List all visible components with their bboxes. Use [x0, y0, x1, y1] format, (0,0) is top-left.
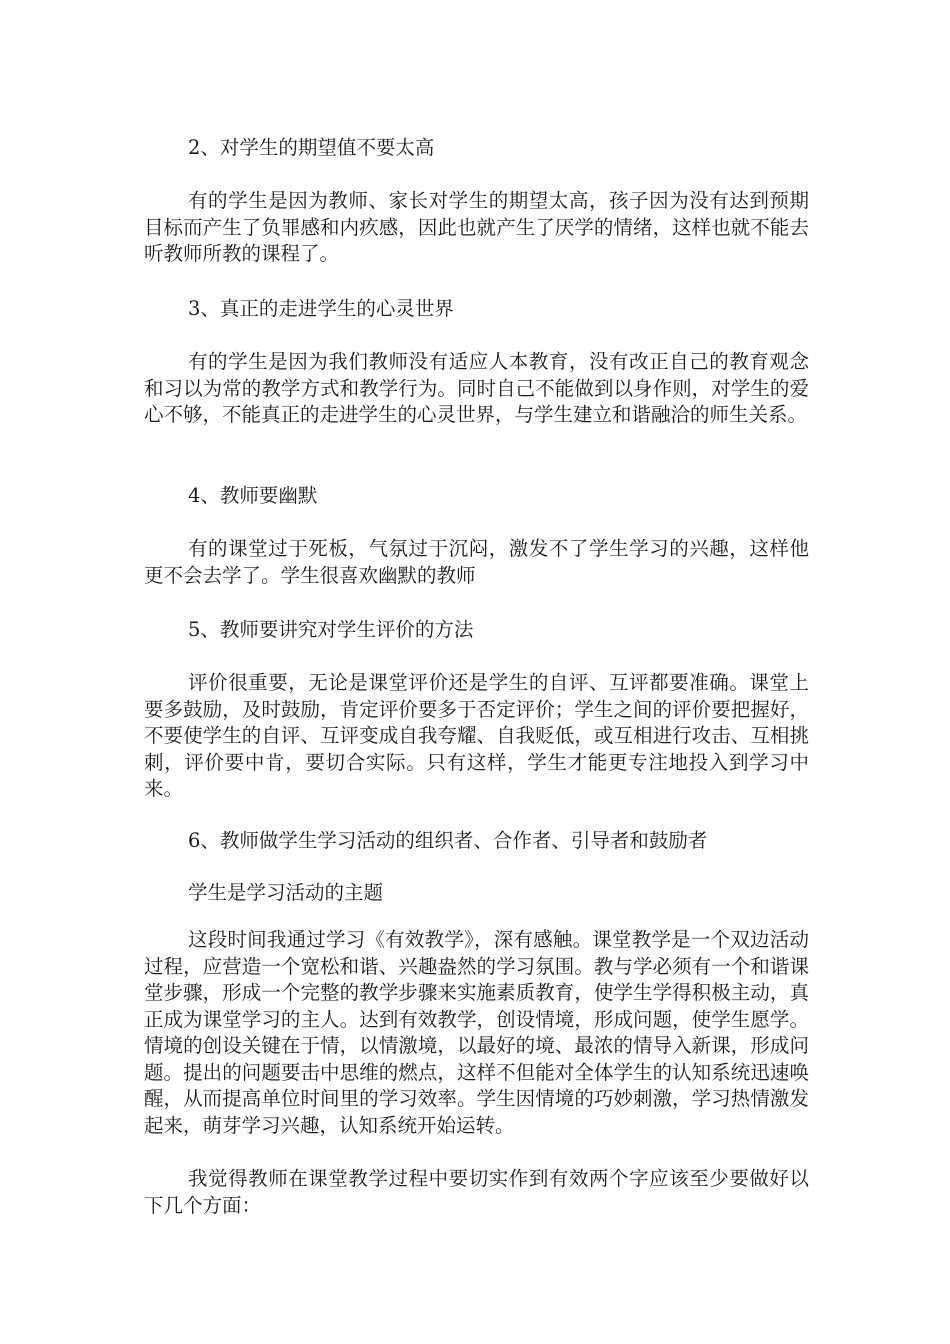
paragraph-humor: 有的课堂过于死板，气氛过于沉闷，激发不了学生学习的兴趣，这样他更不会去学了。学生很喜欢幽默的教师 — [144, 537, 809, 587]
paragraph-subject: 学生是学习活动的主题 — [188, 881, 384, 904]
heading-3: 3、真正的走进学生的心灵世界 — [188, 297, 454, 320]
paragraph-expectations: 有的学生是因为教师、家长对学生的期望太高，孩子因为没有达到预期目标而产生了负罪感和内疚感，因此也就产生了厌学的情绪，这样也就不能去听教师所教的课程了。 — [144, 189, 809, 265]
paragraph-evaluation: 评价很重要，无论是课堂评价还是学生的自评、互评都要准确。课堂上要多鼓励，及时鼓励，肯定评价要多于否定评价；学生之间的评价要把握好，不要使学生的自评、互评变成自我夸耀、自我贬低，或互相进行攻击、互相挑刺，评价要中肯，要切合实际。只有这样，学生才能更专注地投入到学习中来。 — [144, 671, 809, 800]
paragraph-effective-teaching: 这段时间我通过学习《有效教学》，深有感触。课堂教学是一个双边活动过程，应营造一个宽松和谐、兴趣盎然的学习氛围。教与学必须有一个和谐课堂步骤，形成一个完整的教学步骤来实施素质教育，使学生学得积极主动，真正成为课堂学习的主人。达到有效教学，创设情境，形成问题，使学生愿学。情境的创设关键在于情，以情激境，以最好的境、最浓的情导入新课，形成问题。提出的问题要击中思维的燃点，这样不但能对全体学生的认知系统迅速唤醒，从而提高单位时间里的学习效率。学生因情境的巧妙刺激，学习热情激发起来，萌芽学习兴趣，认知系统开始运转。 — [144, 928, 809, 1137]
heading-6: 6、教师做学生学习活动的组织者、合作者、引导者和鼓励者 — [188, 829, 708, 852]
heading-5: 5、教师要讲究对学生评价的方法 — [188, 618, 474, 641]
paragraph-conclusion: 我觉得教师在课堂教学过程中要切实作到有效两个字应该至少要做好以下几个方面： — [144, 1167, 809, 1217]
heading-4: 4、教师要幽默 — [188, 484, 318, 507]
heading-2: 2、对学生的期望值不要太高 — [188, 136, 435, 159]
paragraph-soul-world: 有的学生是因为我们教师没有适应人本教育，没有改正自己的教育观念和习以为常的教学方式和教学行为。同时自己不能做到以身作则，对学生的爱心不够，不能真正的走进学生的心灵世界，与学生建立和谐融洽的师生关系。 — [144, 350, 809, 426]
